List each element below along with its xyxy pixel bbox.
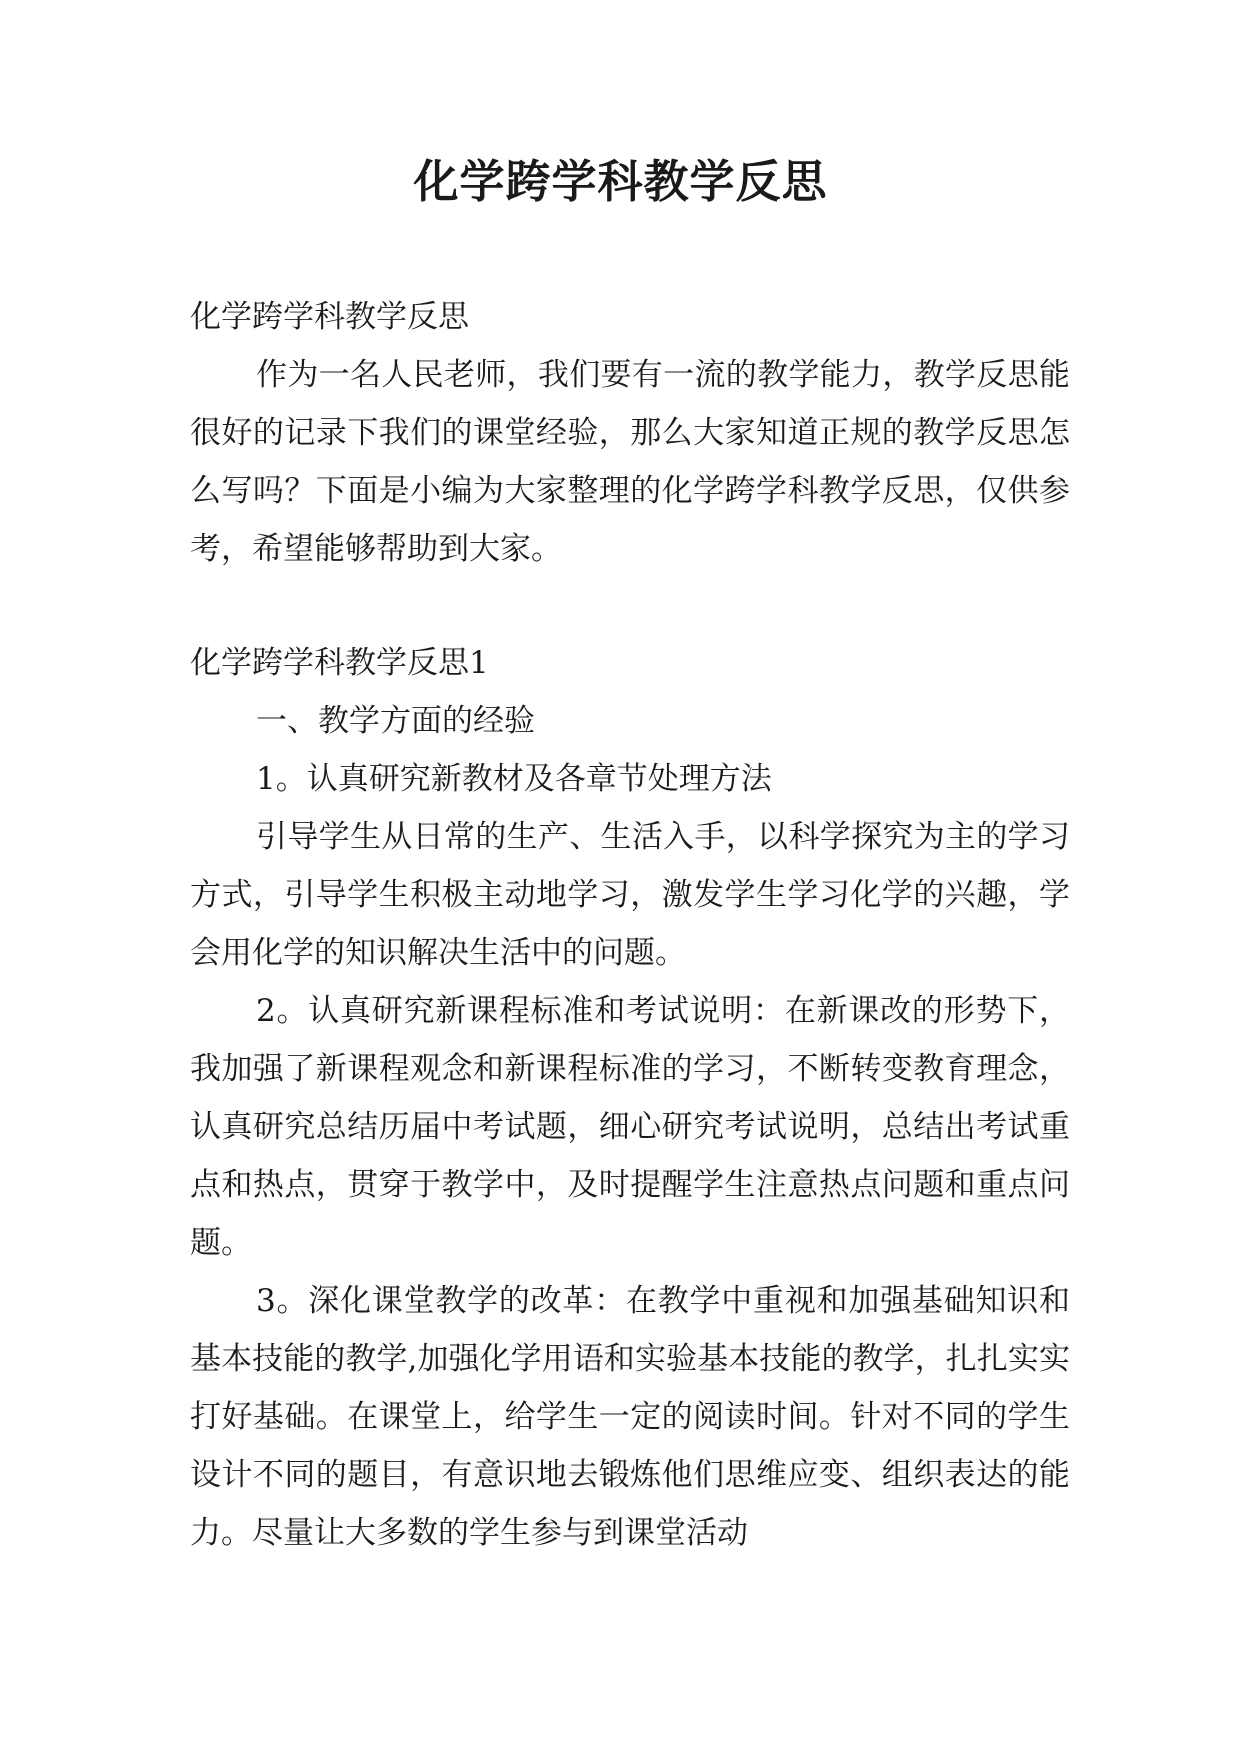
document-title: 化学跨学科教学反思 bbox=[413, 155, 828, 208]
part-heading: 一、教学方面的经验 bbox=[256, 703, 535, 739]
item-paragraph: 引导学生从日常的生产、生活入手，以科学探究为主的学习方式，引导学生积极主动地学习，激发学生学习化学的兴趣，学会用化学的知识解决生活中的问题。 bbox=[190, 819, 1070, 971]
section-heading: 化学跨学科教学反思1 bbox=[190, 645, 489, 681]
item-paragraph: 3。深化课堂教学的改革：在教学中重视和加强基础知识和基本技能的教学,加强化学用语和实验基本技能的教学，扎扎实实打好基础。在课堂上，给学生一定的阅读时间。针对不同的学生设计不同的题目，有意识地去锻炼他们思维应变、组织表达的能力。尽量让大多数的学生参与到课堂活动 bbox=[190, 1283, 1070, 1551]
paragraph-gap bbox=[190, 578, 1070, 634]
intro-paragraph: 作为一名人民老师，我们要有一流的教学能力，教学反思能很好的记录下我们的课堂经验，那么大家知道正规的教学反思怎么写吗？下面是小编为大家整理的化学跨学科教学反思，仅供参考，希望能够帮助到大家。 bbox=[190, 357, 1070, 567]
document-body bbox=[190, 288, 1070, 1562]
item-paragraph: 2。认真研究新课程标准和考试说明：在新课改的形势下，我加强了新课程观念和新课程标准的学习，不断转变教育理念，认真研究总结历届中考试题，细心研究考试说明，总结出考试重点和热点，贯穿于教学中，及时提醒学生注意热点问题和重点问题。 bbox=[190, 993, 1070, 1261]
item-heading: 1。认真研究新教材及各章节处理方法 bbox=[256, 761, 772, 797]
subtitle: 化学跨学科教学反思 bbox=[190, 299, 469, 335]
